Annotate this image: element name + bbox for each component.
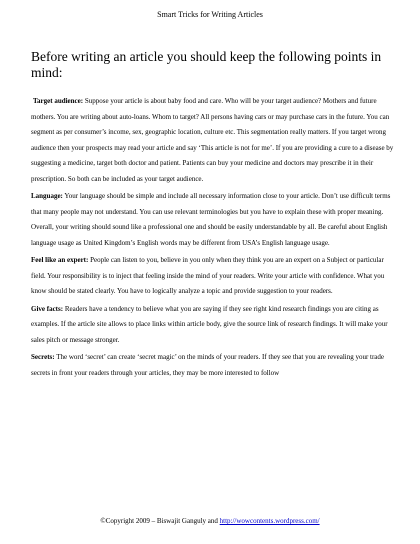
paragraph-lead: Language: xyxy=(31,192,63,200)
paragraph-secrets xyxy=(31,350,398,381)
running-header: Smart Tricks for Writing Articles xyxy=(157,10,263,19)
paragraph-lead: Target audience: xyxy=(33,97,84,105)
paragraph-text: Suppose your article is about baby food and care. Who will be your target audience? Mothers and future mothers. You are writing about auto-loans. Whom to target? All persons having cars or may purchase cars in the future. You can segment as per consumer’s income, sex, geographic location, culture etc. This segmentation really matters. If you target wrong audience then your prospects may read your article and say ‘This article is not for me’. If you are providing a cure to a disease by suggesting a medicine, target both doctor and patient. Patients can buy your medicine and doctors may prescribe it in their prescription. So both can be included as your target audience. xyxy=(31,97,394,183)
paragraph-text: People can listen to you, believe in you only when they think you are an expert on a Subject or particular field. Your responsibility is to inject that feeling inside the mind of your readers. Write your article with confidence. What you know should be stated clearly. You have to logically analyze a topic and provide suggestion to your readers. xyxy=(31,256,385,295)
paragraph-text: Your language should be simple and include all necessary information close to your article. Don’t use difficult terms that many people may not understand. You can use relevant terminologies but you have to explain these with proper meaning. Overall, your writing should sound like a professional one and should be easily understandable by all. Be careful about English language usage as United Kingdom’s English words may be different from USA’s English language usage. xyxy=(31,192,391,247)
copyright-text: ©Copyright 2009 – Biswajit Ganguly and xyxy=(100,517,220,525)
paragraph-language xyxy=(31,189,398,251)
paragraph-feel-like-expert xyxy=(31,253,398,300)
page-footer xyxy=(0,517,420,526)
article-body xyxy=(31,94,398,383)
paragraph-lead: Secrets: xyxy=(31,353,55,361)
website-link[interactable]: http://wowcontents.wordpress.com/ xyxy=(219,517,320,525)
page-heading: Before writing an article you should keep the following points in mind: xyxy=(31,49,382,80)
paragraph-give-facts xyxy=(31,302,398,349)
paragraph-target-audience xyxy=(31,94,398,187)
paragraph-lead: Feel like an expert: xyxy=(31,256,89,264)
paragraph-text: The word ‘secret’ can create ‘secret magic’ on the minds of your readers. If they see that you are revealing your trade secrets in front your readers through your articles, they may be more interested to follow xyxy=(31,353,385,377)
paragraph-lead: Give facts: xyxy=(31,304,64,313)
paragraph-text: Readers have a tendency to believe what you are saying if they see right kind research findings you are citing as examples. If the article site allows to place links within article body, give the source link of research findings. It will make your sales pitch or message stronger. xyxy=(31,304,388,344)
